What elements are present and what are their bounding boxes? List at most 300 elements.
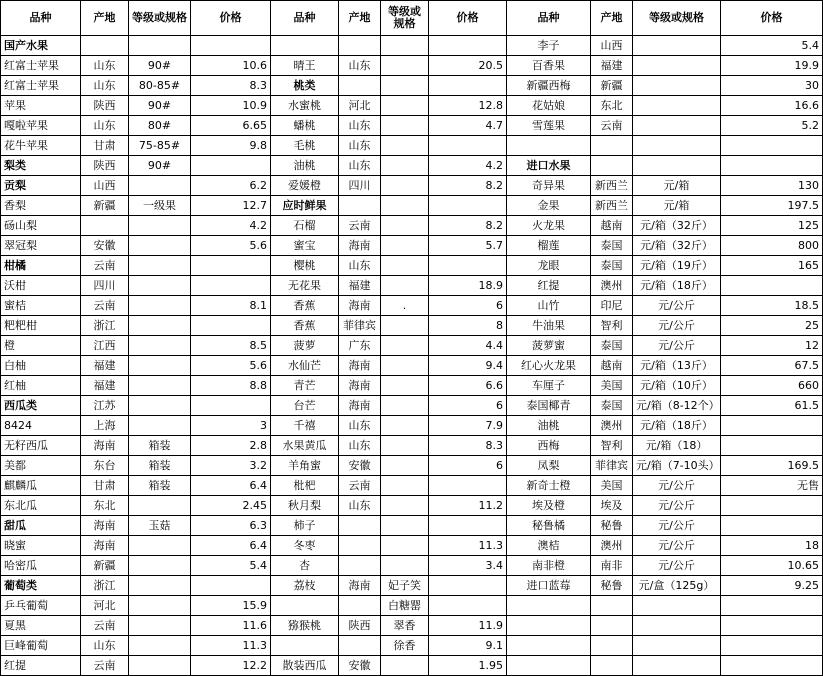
cell-product: 埃及橙 <box>507 496 591 516</box>
cell-product <box>507 616 591 636</box>
cell-origin: 山东 <box>81 56 129 76</box>
cell-price: 1.95 <box>429 656 507 676</box>
cell-grade: 75-85# <box>129 136 191 156</box>
cell-origin: 山西 <box>591 36 633 56</box>
cell-grade: 元/箱 <box>633 196 721 216</box>
cell-grade <box>129 296 191 316</box>
cell-grade <box>381 196 429 216</box>
cell-product: 橙 <box>1 336 81 356</box>
cell-origin <box>591 156 633 176</box>
table-row <box>1 56 823 76</box>
cell-grade <box>381 156 429 176</box>
cell-grade <box>381 416 429 436</box>
cell-product: 秋月梨 <box>271 496 339 516</box>
cell-origin: 山东 <box>81 116 129 136</box>
cell-price: 61.5 <box>721 396 823 416</box>
cell-price: 25 <box>721 316 823 336</box>
cell-grade <box>129 416 191 436</box>
header-origin: 产地 <box>81 1 129 36</box>
cell-origin: 新西兰 <box>591 176 633 196</box>
cell-grade: 一级果 <box>129 196 191 216</box>
cell-grade: 元/箱（18斤） <box>633 416 721 436</box>
table-row <box>1 276 823 296</box>
table-row <box>1 176 823 196</box>
cell-origin: 泰国 <box>591 256 633 276</box>
cell-origin: 甘肃 <box>81 476 129 496</box>
table-row <box>1 416 823 436</box>
cell-product: 牛油果 <box>507 316 591 336</box>
cell-origin: 印尼 <box>591 296 633 316</box>
cell-product: 进口蓝莓 <box>507 576 591 596</box>
cell-price <box>191 256 271 276</box>
cell-grade <box>381 496 429 516</box>
cell-origin: 澳州 <box>591 536 633 556</box>
cell-grade <box>633 76 721 96</box>
cell-product: 火龙果 <box>507 216 591 236</box>
cell-price: 2.8 <box>191 436 271 456</box>
cell-origin <box>339 596 381 616</box>
cell-product: 白柚 <box>1 356 81 376</box>
cell-product: 桃类 <box>271 76 339 96</box>
cell-price: 11.3 <box>191 636 271 656</box>
cell-grade: 元/箱（8-12个） <box>633 396 721 416</box>
cell-grade <box>381 256 429 276</box>
cell-product: 荔枝 <box>271 576 339 596</box>
cell-product <box>271 36 339 56</box>
cell-grade <box>381 336 429 356</box>
cell-product: 香梨 <box>1 196 81 216</box>
cell-price <box>429 196 507 216</box>
cell-grade: 元/公斤 <box>633 296 721 316</box>
cell-price: 6.65 <box>191 116 271 136</box>
cell-grade <box>381 476 429 496</box>
table-row <box>1 636 823 656</box>
cell-grade <box>129 276 191 296</box>
cell-origin: 广东 <box>339 336 381 356</box>
cell-product: 梨类 <box>1 156 81 176</box>
cell-product: 金果 <box>507 196 591 216</box>
cell-origin <box>339 516 381 536</box>
cell-origin: 山东 <box>339 156 381 176</box>
cell-grade: 元/箱（18） <box>633 436 721 456</box>
cell-origin: 美国 <box>591 476 633 496</box>
cell-product: 奇异果 <box>507 176 591 196</box>
cell-origin: 越南 <box>591 216 633 236</box>
cell-grade <box>381 176 429 196</box>
header-row <box>1 1 823 36</box>
cell-origin <box>339 76 381 96</box>
table-row <box>1 196 823 216</box>
cell-product: 李子 <box>507 36 591 56</box>
table-body <box>1 1 823 676</box>
cell-origin: 海南 <box>81 536 129 556</box>
cell-grade <box>129 256 191 276</box>
cell-price: 无售 <box>721 476 823 496</box>
cell-price <box>721 436 823 456</box>
cell-price: 12.2 <box>191 656 271 676</box>
cell-product: 雪莲果 <box>507 116 591 136</box>
cell-price: 6 <box>429 296 507 316</box>
cell-grade <box>129 336 191 356</box>
table-row <box>1 136 823 156</box>
cell-product: 沃柑 <box>1 276 81 296</box>
cell-origin: 江苏 <box>81 396 129 416</box>
cell-grade <box>381 356 429 376</box>
cell-price: 800 <box>721 236 823 256</box>
header-grade: 等级或规格 <box>633 1 721 36</box>
cell-product: 猕猴桃 <box>271 616 339 636</box>
cell-origin <box>339 36 381 56</box>
table-row <box>1 236 823 256</box>
cell-grade <box>381 276 429 296</box>
cell-origin: 新疆 <box>81 196 129 216</box>
cell-origin: 海南 <box>81 516 129 536</box>
cell-price: 6.4 <box>191 476 271 496</box>
cell-price <box>721 416 823 436</box>
cell-price: 3.4 <box>429 556 507 576</box>
cell-product: 樱桃 <box>271 256 339 276</box>
cell-price: 8.5 <box>191 336 271 356</box>
cell-grade: 元/公斤 <box>633 556 721 576</box>
cell-price: 5.6 <box>191 236 271 256</box>
cell-price: 8.1 <box>191 296 271 316</box>
cell-price <box>191 36 271 56</box>
table-row <box>1 436 823 456</box>
cell-price <box>191 316 271 336</box>
cell-price: 19.9 <box>721 56 823 76</box>
cell-origin: 山东 <box>81 636 129 656</box>
cell-grade <box>129 376 191 396</box>
cell-origin: 陕西 <box>81 96 129 116</box>
table-row <box>1 116 823 136</box>
cell-product: 台芒 <box>271 396 339 416</box>
cell-grade <box>381 316 429 336</box>
cell-grade: 元/公斤 <box>633 496 721 516</box>
cell-price: 18.5 <box>721 296 823 316</box>
cell-origin: 南非 <box>591 556 633 576</box>
cell-price: 4.4 <box>429 336 507 356</box>
cell-origin: 云南 <box>339 476 381 496</box>
cell-grade: 90# <box>129 156 191 176</box>
cell-price <box>721 276 823 296</box>
table-row <box>1 516 823 536</box>
cell-grade: 元/公斤 <box>633 316 721 336</box>
cell-origin: 云南 <box>81 296 129 316</box>
cell-price: 9.4 <box>429 356 507 376</box>
cell-product: 杏 <box>271 556 339 576</box>
cell-price: 6.3 <box>191 516 271 536</box>
cell-product: 砀山梨 <box>1 216 81 236</box>
cell-origin <box>591 636 633 656</box>
cell-origin: 山东 <box>339 496 381 516</box>
cell-price <box>191 276 271 296</box>
cell-product: 红提 <box>507 276 591 296</box>
cell-product: 西梅 <box>507 436 591 456</box>
cell-product: 蜜桔 <box>1 296 81 316</box>
cell-origin <box>81 216 129 236</box>
cell-origin: 山东 <box>339 436 381 456</box>
cell-grade: 元/盒（125g） <box>633 576 721 596</box>
table-row <box>1 596 823 616</box>
cell-price: 7.9 <box>429 416 507 436</box>
cell-product: 凤梨 <box>507 456 591 476</box>
cell-grade <box>381 76 429 96</box>
table-row <box>1 356 823 376</box>
cell-grade: 元/公斤 <box>633 536 721 556</box>
cell-price: 2.45 <box>191 496 271 516</box>
cell-origin: 云南 <box>81 616 129 636</box>
header-product: 品种 <box>507 1 591 36</box>
cell-product: 散装西瓜 <box>271 656 339 676</box>
cell-price: 10.65 <box>721 556 823 576</box>
cell-grade <box>381 396 429 416</box>
cell-product: 嘎啦苹果 <box>1 116 81 136</box>
cell-grade <box>129 576 191 596</box>
cell-product: 红心火龙果 <box>507 356 591 376</box>
header-grade: 等级或规格 <box>129 1 191 36</box>
cell-origin: 海南 <box>339 236 381 256</box>
cell-grade: 元/箱（18斤） <box>633 276 721 296</box>
cell-grade <box>129 396 191 416</box>
cell-origin <box>339 556 381 576</box>
cell-price: 5.4 <box>191 556 271 576</box>
cell-price: 8.2 <box>429 176 507 196</box>
cell-price <box>721 156 823 176</box>
cell-grade <box>129 36 191 56</box>
cell-product: 巨峰葡萄 <box>1 636 81 656</box>
cell-origin: 陕西 <box>81 156 129 176</box>
header-price: 价格 <box>191 1 271 36</box>
cell-price: 15.9 <box>191 596 271 616</box>
table-row <box>1 576 823 596</box>
cell-grade <box>381 96 429 116</box>
cell-price: 12 <box>721 336 823 356</box>
cell-price <box>721 496 823 516</box>
cell-origin: 河北 <box>339 96 381 116</box>
cell-product: 蟠桃 <box>271 116 339 136</box>
cell-price: 8 <box>429 316 507 336</box>
cell-grade <box>129 596 191 616</box>
cell-origin: 福建 <box>81 356 129 376</box>
cell-price: 8.8 <box>191 376 271 396</box>
cell-origin <box>339 536 381 556</box>
cell-grade <box>129 356 191 376</box>
cell-grade: 80-85# <box>129 76 191 96</box>
cell-grade <box>381 376 429 396</box>
table-row <box>1 36 823 56</box>
cell-grade: 元/箱（7-10头） <box>633 456 721 476</box>
cell-product: 山竹 <box>507 296 591 316</box>
cell-product: 红富士苹果 <box>1 76 81 96</box>
cell-price: 11.3 <box>429 536 507 556</box>
cell-origin: 新疆 <box>81 556 129 576</box>
table-row <box>1 96 823 116</box>
cell-origin: 海南 <box>339 376 381 396</box>
cell-price: 130 <box>721 176 823 196</box>
cell-origin: 海南 <box>339 396 381 416</box>
cell-origin <box>591 596 633 616</box>
cell-origin <box>591 136 633 156</box>
cell-price: 5.6 <box>191 356 271 376</box>
cell-price <box>429 256 507 276</box>
cell-price: 6 <box>429 456 507 476</box>
cell-product: 水果黄瓜 <box>271 436 339 456</box>
cell-origin: 澳州 <box>591 276 633 296</box>
cell-price: 3.2 <box>191 456 271 476</box>
cell-product: 石榴 <box>271 216 339 236</box>
cell-product: 油桃 <box>271 156 339 176</box>
cell-grade: 元/箱 <box>633 176 721 196</box>
cell-price: 4.2 <box>191 216 271 236</box>
cell-price: 125 <box>721 216 823 236</box>
cell-origin: 埃及 <box>591 496 633 516</box>
cell-grade <box>381 56 429 76</box>
cell-product: 龙眼 <box>507 256 591 276</box>
cell-product: 粑粑柑 <box>1 316 81 336</box>
cell-grade: 80# <box>129 116 191 136</box>
cell-origin <box>81 36 129 56</box>
table-row <box>1 216 823 236</box>
cell-price: 5.7 <box>429 236 507 256</box>
cell-origin: 美国 <box>591 376 633 396</box>
cell-grade <box>129 176 191 196</box>
cell-product: 柿子 <box>271 516 339 536</box>
cell-product: 麒麟瓜 <box>1 476 81 496</box>
table-row <box>1 256 823 276</box>
cell-price: 6.2 <box>191 176 271 196</box>
cell-origin: 江西 <box>81 336 129 356</box>
cell-price: 3 <box>191 416 271 436</box>
cell-product: 毛桃 <box>271 136 339 156</box>
header-price: 价格 <box>721 1 823 36</box>
cell-grade <box>633 596 721 616</box>
table-row <box>1 76 823 96</box>
cell-product: 新疆西梅 <box>507 76 591 96</box>
cell-product: 应时鲜果 <box>271 196 339 216</box>
cell-product: 哈密瓜 <box>1 556 81 576</box>
cell-product: 贡梨 <box>1 176 81 196</box>
cell-product: 澳桔 <box>507 536 591 556</box>
cell-origin: 海南 <box>339 576 381 596</box>
cell-product <box>271 636 339 656</box>
cell-origin: 四川 <box>81 276 129 296</box>
cell-origin: 秘鲁 <box>591 516 633 536</box>
cell-origin: 山西 <box>81 176 129 196</box>
cell-price: 20.5 <box>429 56 507 76</box>
cell-product: 8424 <box>1 416 81 436</box>
header-origin: 产地 <box>591 1 633 36</box>
cell-product: 水仙芒 <box>271 356 339 376</box>
cell-product: 冬枣 <box>271 536 339 556</box>
header-origin: 产地 <box>339 1 381 36</box>
cell-product: 菠萝蜜 <box>507 336 591 356</box>
cell-product: 花姑娘 <box>507 96 591 116</box>
cell-price: 169.5 <box>721 456 823 476</box>
cell-product: 国产水果 <box>1 36 81 56</box>
cell-price: 11.9 <box>429 616 507 636</box>
cell-price: 6.4 <box>191 536 271 556</box>
cell-price: 660 <box>721 376 823 396</box>
cell-product: 晓蜜 <box>1 536 81 556</box>
header-product: 品种 <box>1 1 81 36</box>
cell-grade <box>381 116 429 136</box>
cell-price: 8.2 <box>429 216 507 236</box>
cell-price: 9.1 <box>429 636 507 656</box>
cell-grade <box>633 136 721 156</box>
cell-grade: 箱装 <box>129 476 191 496</box>
cell-product: 油桃 <box>507 416 591 436</box>
cell-product: 晴王 <box>271 56 339 76</box>
cell-price: 11.2 <box>429 496 507 516</box>
cell-grade <box>381 36 429 56</box>
cell-product: 羊角蜜 <box>271 456 339 476</box>
cell-product: 苹果 <box>1 96 81 116</box>
cell-price <box>721 616 823 636</box>
cell-origin: 山东 <box>339 256 381 276</box>
table-row <box>1 316 823 336</box>
cell-grade: 箱装 <box>129 456 191 476</box>
cell-origin: 越南 <box>591 356 633 376</box>
cell-grade <box>129 496 191 516</box>
cell-product: 香蕉 <box>271 316 339 336</box>
cell-product: 进口水果 <box>507 156 591 176</box>
cell-origin: 海南 <box>339 296 381 316</box>
table-row <box>1 396 823 416</box>
cell-origin: 山东 <box>339 136 381 156</box>
cell-price <box>429 596 507 616</box>
cell-product: 秘鲁橘 <box>507 516 591 536</box>
cell-origin: 云南 <box>81 256 129 276</box>
cell-origin: 山东 <box>339 416 381 436</box>
cell-origin: 山东 <box>81 76 129 96</box>
cell-product: 红提 <box>1 656 81 676</box>
header-price: 价格 <box>429 1 507 36</box>
cell-product: 榴莲 <box>507 236 591 256</box>
cell-product: 车厘子 <box>507 376 591 396</box>
cell-price <box>191 396 271 416</box>
cell-price <box>429 476 507 496</box>
cell-price: 18 <box>721 536 823 556</box>
cell-origin: 福建 <box>339 276 381 296</box>
cell-grade: 90# <box>129 56 191 76</box>
cell-product: 无籽西瓜 <box>1 436 81 456</box>
cell-grade: 元/公斤 <box>633 336 721 356</box>
cell-grade <box>633 96 721 116</box>
cell-product: 葡萄类 <box>1 576 81 596</box>
cell-price: 6.6 <box>429 376 507 396</box>
cell-price: 67.5 <box>721 356 823 376</box>
table-row <box>1 456 823 476</box>
cell-product: 爱媛橙 <box>271 176 339 196</box>
cell-origin: 云南 <box>81 656 129 676</box>
cell-origin: 泰国 <box>591 336 633 356</box>
cell-origin: 安徽 <box>81 236 129 256</box>
table-row <box>1 496 823 516</box>
cell-origin: 甘肃 <box>81 136 129 156</box>
table-row <box>1 296 823 316</box>
cell-product: 柑橘 <box>1 256 81 276</box>
cell-grade: 元/箱（10斤） <box>633 376 721 396</box>
cell-price: 5.2 <box>721 116 823 136</box>
cell-origin <box>339 196 381 216</box>
cell-price <box>721 636 823 656</box>
cell-grade: 元/箱（32斤） <box>633 236 721 256</box>
cell-product: 泰国椰青 <box>507 396 591 416</box>
cell-grade <box>129 636 191 656</box>
cell-price: 9.8 <box>191 136 271 156</box>
cell-origin: 新西兰 <box>591 196 633 216</box>
cell-price: 8.3 <box>429 436 507 456</box>
